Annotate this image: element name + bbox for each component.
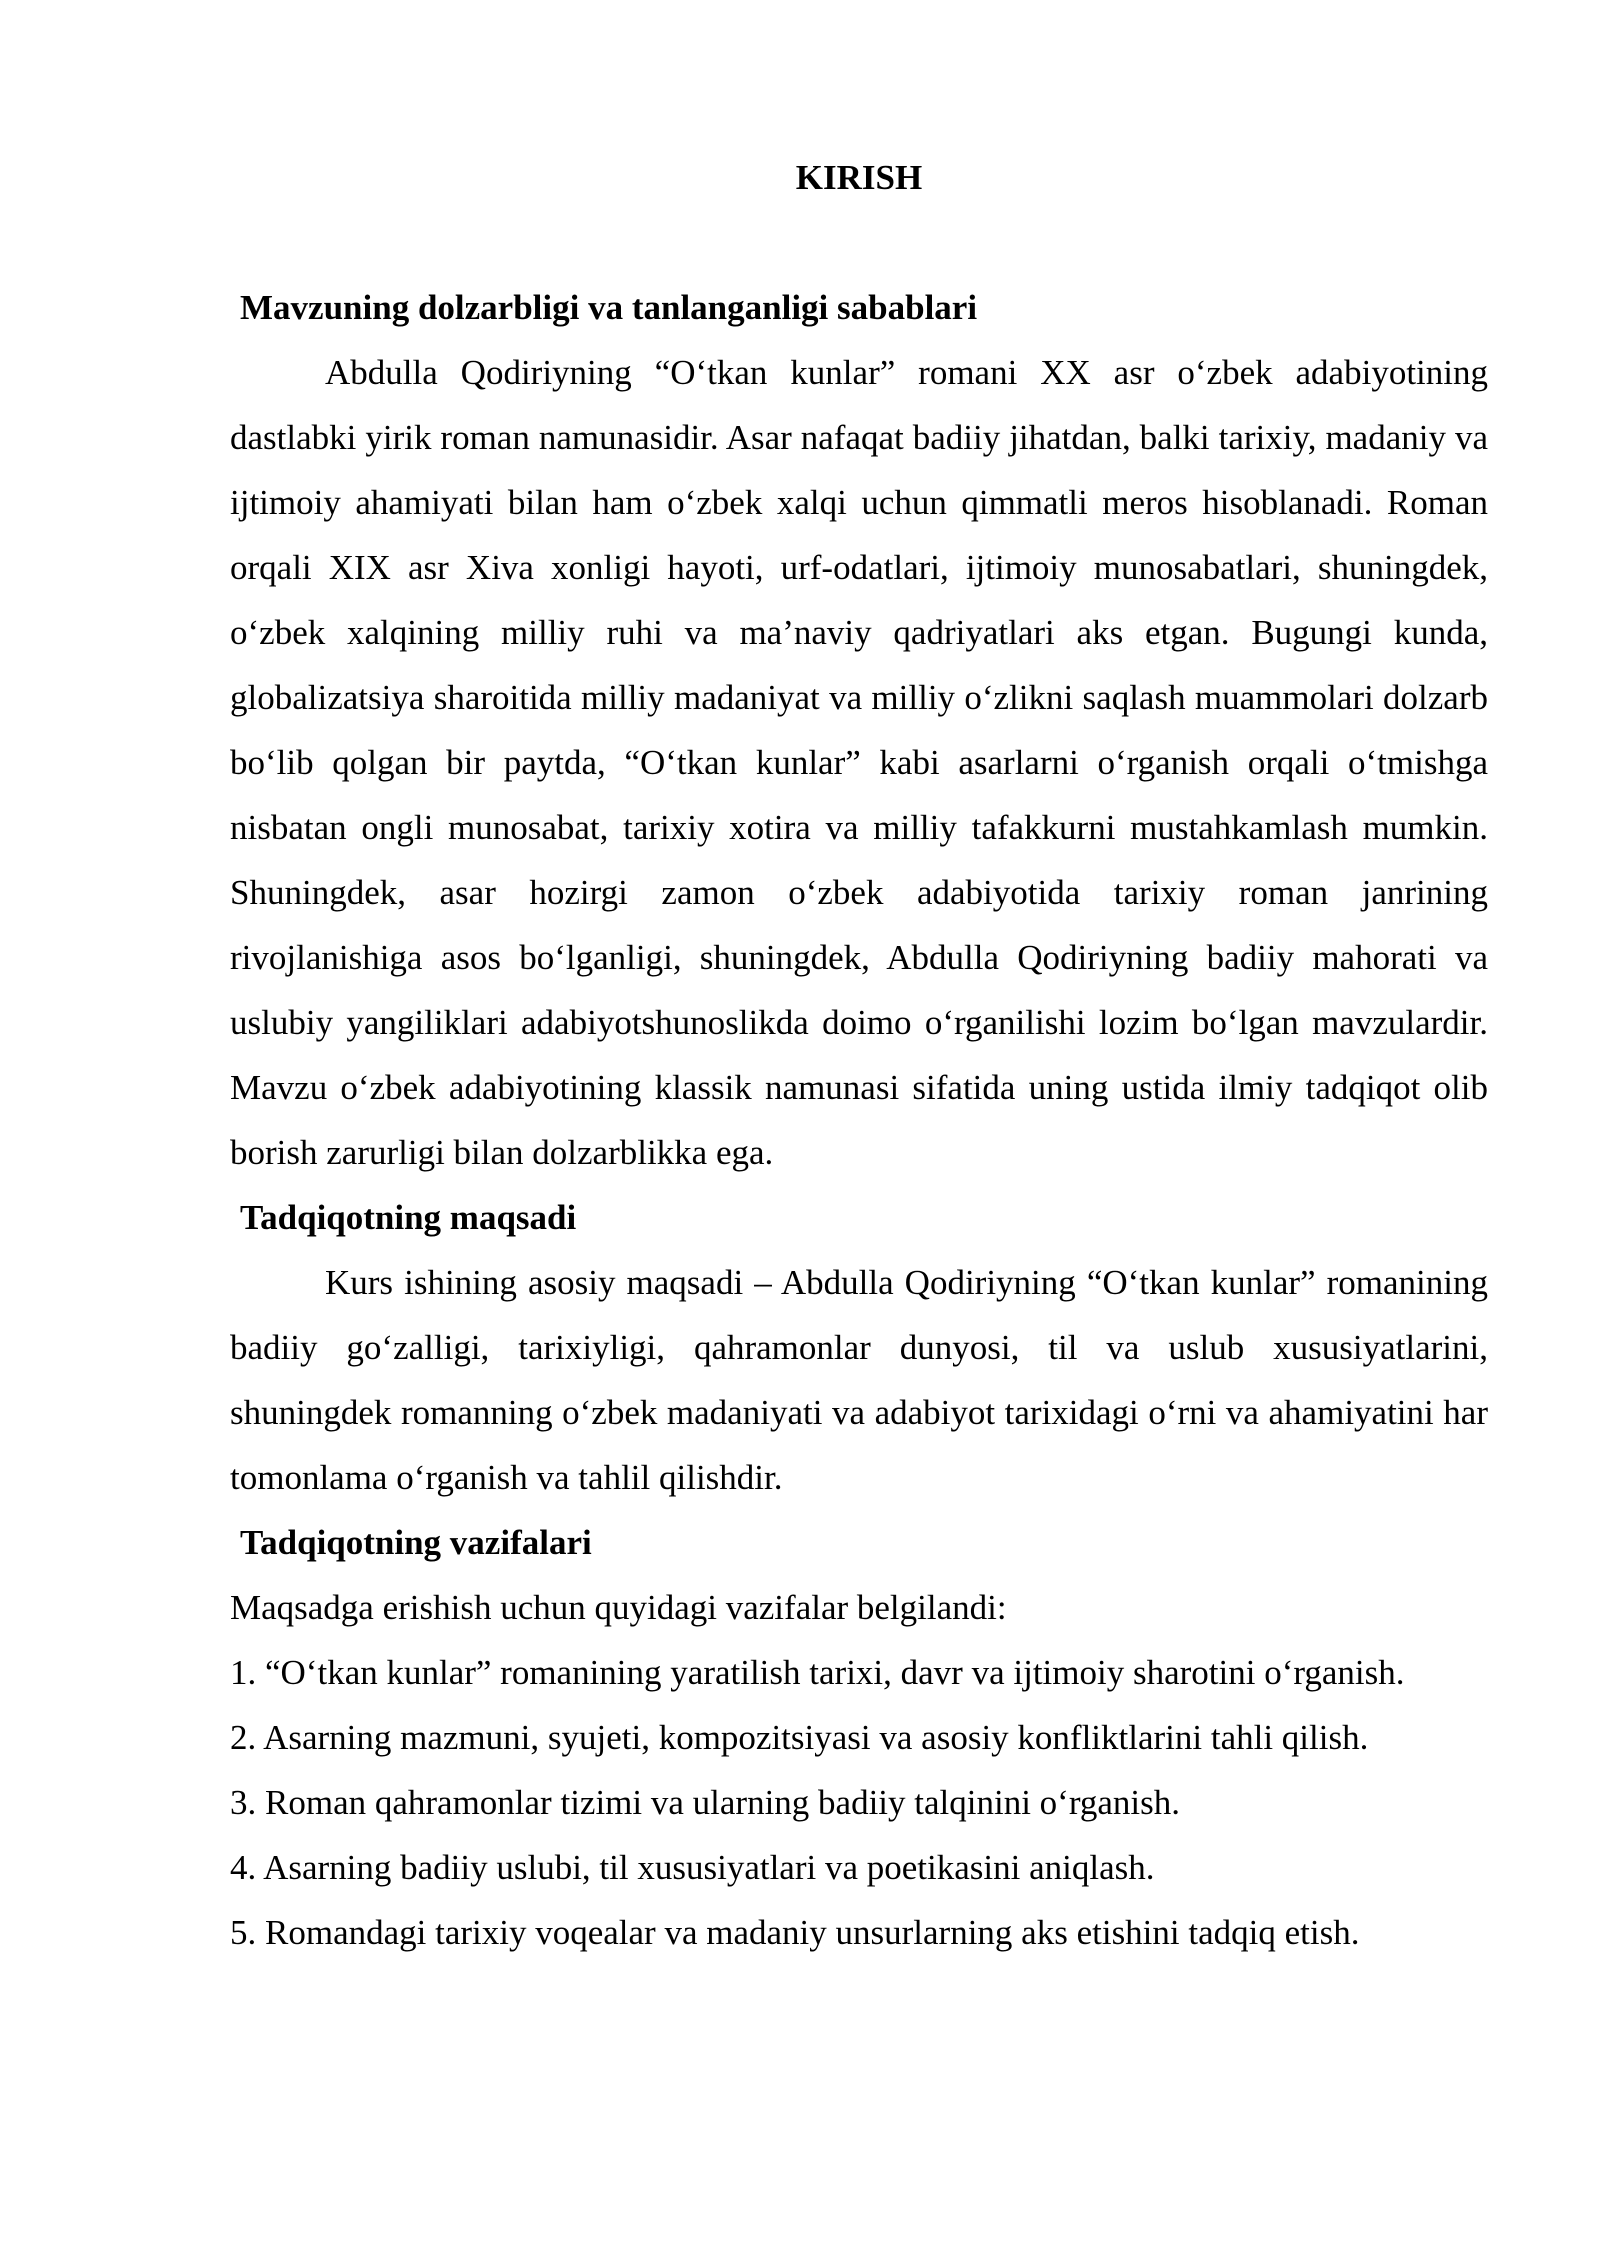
section-tasks xyxy=(230,1510,1488,1965)
list-item: 4. Asarning badiiy uslubi, til xususiyatlari va poetikasini aniqlash. xyxy=(230,1848,1155,1887)
document-body xyxy=(230,145,1488,1965)
list-item: 2. Asarning mazmuni, syujeti, kompozitsiyasi va asosiy konfliktlarini tahli qilish. xyxy=(230,1718,1369,1757)
section-heading: Tadqiqotning maqsadi xyxy=(240,1198,577,1237)
section-relevance xyxy=(230,275,1488,1185)
section-heading: Tadqiqotning vazifalari xyxy=(240,1523,592,1562)
page-title: KIRISH xyxy=(795,158,923,197)
list-item: 1. “O‘tkan kunlar” romanining yaratilish tarixi, davr va ijtimoiy sharotini o‘rganish. xyxy=(230,1653,1405,1692)
tasks-intro: Maqsadga erishish uchun quyidagi vazifalar belgilandi: xyxy=(230,1588,1007,1627)
section-goal xyxy=(230,1185,1488,1510)
section-paragraph: Abdulla Qodiriyning “O‘tkan kunlar” romani XX asr o‘zbek adabiyotining dastlabki yirik roman namunasidir. Asar nafaqat badiiy jihatdan, balki tarixiy, madaniy va ijtimoiy ahamiyati bilan ham o‘zbek xalqi uchun qimmatli meros hisoblanadi. Roman orqali XIX asr Xiva xonligi hayoti, urf-odatlari, ijtimoiy munosabatlari, shuningdek, o‘zbek xalqining milliy ruhi va ma’naviy qadriyatlari aks etgan. Bugungi kunda, globalizatsiya sharoitida milliy madaniyat va milliy o‘zlikni saqlash muammolari dolzarb bo‘lib qolgan bir paytda, “O‘tkan kunlar” kabi asarlarni o‘rganish orqali o‘tmishga nisbatan ongli munosabat, tarixiy xotira va milliy tafakkurni mustahkamlash mumkin. Shuningdek, asar hozirgi zamon o‘zbek adabiyotida tarixiy roman janrining rivojlanishiga asos bo‘lganligi, shuningdek, Abdulla Qodiriyning badiiy mahorati va uslubiy yangiliklari adabiyotshunoslikda doimo o‘rganilishi lozim bo‘lgan mavzulardir. Mavzu o‘zbek adabiyotining klassik namunasi sifatida uning ustida ilmiy tadqiqot olib borish zarurligi bilan dolzarblikka ega. xyxy=(230,353,1488,1172)
section-heading: Mavzuning dolzarbligi va tanlanganligi sabablari xyxy=(240,288,978,327)
list-item: 5. Romandagi tarixiy voqealar va madaniy unsurlarning aks etishini tadqiq etish. xyxy=(230,1913,1360,1952)
list-item: 3. Roman qahramonlar tizimi va ularning badiiy talqinini o‘rganish. xyxy=(230,1783,1180,1822)
section-paragraph: Kurs ishining asosiy maqsadi – Abdulla Qodiriyning “O‘tkan kunlar” romanining badiiy go‘zalligi, tarixiyligi, qahramonlar dunyosi, til va uslub xususiyatlarini, shuningdek romanning o‘zbek madaniyati va adabiyot tarixidagi o‘rni va ahamiyatini har tomonlama o‘rganish va tahlil qilishdir. xyxy=(230,1263,1488,1497)
